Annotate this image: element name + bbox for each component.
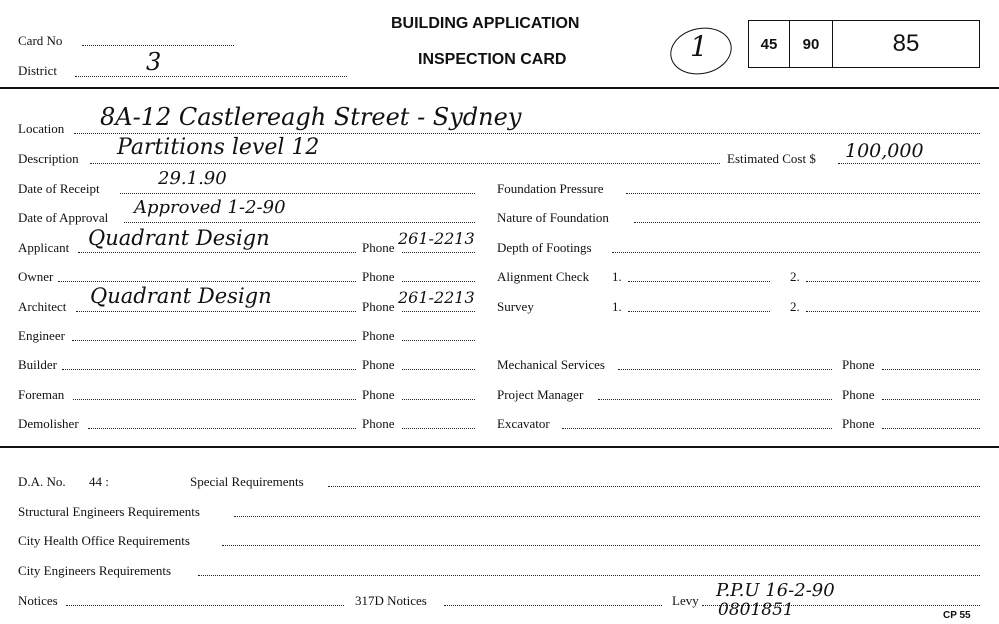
card-no-label: Card No xyxy=(18,33,63,48)
date-of-approval-label: Date of Approval xyxy=(18,210,109,225)
owner-label: Owner xyxy=(18,269,54,284)
location-line xyxy=(74,133,980,134)
foundation-pressure-label: Foundation Pressure xyxy=(497,181,604,196)
levy-value: P.P.U 16-2-90 xyxy=(716,580,835,601)
317d-notices-label: 317D Notices xyxy=(355,593,427,608)
notices-line xyxy=(66,605,344,606)
estimated-cost-value: 100,000 xyxy=(845,140,924,162)
alignment-check-line-1 xyxy=(628,281,770,282)
levy-label: Levy xyxy=(672,593,699,608)
excavator-phone-label: Phone xyxy=(842,416,875,431)
location-value: 8A-12 Castlereagh Street - Sydney xyxy=(100,103,522,131)
estimated-cost-label: Estimated Cost $ xyxy=(727,151,816,166)
structural-engineers-label: Structural Engineers Requirements xyxy=(18,504,200,519)
excavator-phone-line xyxy=(882,428,980,429)
nature-of-foundation-label: Nature of Foundation xyxy=(497,210,609,225)
description-label: Description xyxy=(18,151,79,166)
engineer-line xyxy=(72,340,356,341)
demolisher-line xyxy=(88,428,356,429)
applicant-line xyxy=(78,252,356,253)
excavator-label: Excavator xyxy=(497,416,550,431)
survey-num-2: 2. xyxy=(790,299,800,314)
form-title-line1: BUILDING APPLICATION xyxy=(391,15,580,32)
owner-phone-line xyxy=(402,281,475,282)
date-of-receipt-value: 29.1.90 xyxy=(158,168,227,189)
city-health-office-label: City Health Office Requirements xyxy=(18,533,190,548)
notices-label: Notices xyxy=(18,593,58,608)
da-no-value: 44 : xyxy=(89,474,109,489)
builder-line xyxy=(62,369,356,370)
code-box-2: 90 xyxy=(789,20,833,68)
city-engineers-label: City Engineers Requirements xyxy=(18,563,172,578)
owner-phone-label: Phone xyxy=(362,269,395,284)
special-requirements-label: Special Requirements xyxy=(190,474,304,489)
applicant-value: Quadrant Design xyxy=(88,226,270,250)
mechanical-services-line xyxy=(618,369,832,370)
location-label: Location xyxy=(18,121,65,136)
structural-engineers-line xyxy=(234,516,980,517)
architect-phone-line xyxy=(402,311,475,312)
special-requirements-line xyxy=(328,486,980,487)
district-label: District xyxy=(18,63,57,78)
alignment-check-label: Alignment Check xyxy=(497,269,590,284)
description-value: Partitions level 12 xyxy=(117,135,320,160)
project-manager-label: Project Manager xyxy=(497,387,584,402)
code-box-1: 45 xyxy=(748,20,790,68)
builder-phone-label: Phone xyxy=(362,357,395,372)
levy-number: 0801851 xyxy=(718,600,794,620)
description-line xyxy=(90,163,720,164)
demolisher-phone-line xyxy=(402,428,475,429)
project-manager-phone-label: Phone xyxy=(842,387,875,402)
architect-line xyxy=(76,311,356,312)
survey-label: Survey xyxy=(497,299,534,314)
date-of-approval-value: Approved 1-2-90 xyxy=(134,197,286,218)
date-of-approval-line xyxy=(124,222,475,223)
nature-of-foundation-line xyxy=(634,222,980,223)
mechanical-services-phone-label: Phone xyxy=(842,357,875,372)
section-divider xyxy=(0,446,999,448)
district-line xyxy=(75,76,347,77)
architect-label: Architect xyxy=(18,299,67,314)
alignment-check-line-2 xyxy=(806,281,980,282)
form-title-line2: INSPECTION CARD xyxy=(418,51,567,68)
engineer-phone-line xyxy=(402,340,475,341)
da-no-label: D.A. No. xyxy=(18,474,66,489)
foreman-phone-line xyxy=(402,399,475,400)
owner-line xyxy=(58,281,356,282)
card-no-line xyxy=(82,45,234,46)
317d-notices-line xyxy=(444,605,662,606)
engineer-label: Engineer xyxy=(18,328,65,343)
project-manager-phone-line xyxy=(882,399,980,400)
date-of-receipt-line xyxy=(120,193,475,194)
alignment-check-num-2: 2. xyxy=(790,269,800,284)
foreman-phone-label: Phone xyxy=(362,387,395,402)
header-divider xyxy=(0,87,999,89)
survey-line-1 xyxy=(628,311,770,312)
demolisher-phone-label: Phone xyxy=(362,416,395,431)
applicant-phone-label: Phone xyxy=(362,240,395,255)
architect-value: Quadrant Design xyxy=(90,284,272,308)
excavator-line xyxy=(562,428,832,429)
depth-of-footings-line xyxy=(612,252,980,253)
foreman-label: Foreman xyxy=(18,387,65,402)
estimated-cost-line xyxy=(838,163,980,164)
circled-number-value: 1 xyxy=(690,30,708,63)
foundation-pressure-line xyxy=(626,193,980,194)
foreman-line xyxy=(73,399,356,400)
code-box-3: 85 xyxy=(832,20,980,68)
city-health-office-line xyxy=(222,545,980,546)
applicant-phone-line xyxy=(402,252,475,253)
mechanical-services-phone-line xyxy=(882,369,980,370)
applicant-phone-value: 261-2213 xyxy=(398,229,475,248)
form-code: CP 55 xyxy=(943,610,971,621)
applicant-label: Applicant xyxy=(18,240,70,255)
builder-phone-line xyxy=(402,369,475,370)
engineer-phone-label: Phone xyxy=(362,328,395,343)
builder-label: Builder xyxy=(18,357,57,372)
date-of-receipt-label: Date of Receipt xyxy=(18,181,100,196)
mechanical-services-label: Mechanical Services xyxy=(497,357,605,372)
district-value: 3 xyxy=(146,48,162,76)
survey-line-2 xyxy=(806,311,980,312)
demolisher-label: Demolisher xyxy=(18,416,79,431)
depth-of-footings-label: Depth of Footings xyxy=(497,240,592,255)
survey-num-1: 1. xyxy=(612,299,622,314)
project-manager-line xyxy=(598,399,832,400)
architect-phone-label: Phone xyxy=(362,299,395,314)
alignment-check-num-1: 1. xyxy=(612,269,622,284)
city-engineers-line xyxy=(198,575,980,576)
architect-phone-value: 261-2213 xyxy=(398,288,475,307)
